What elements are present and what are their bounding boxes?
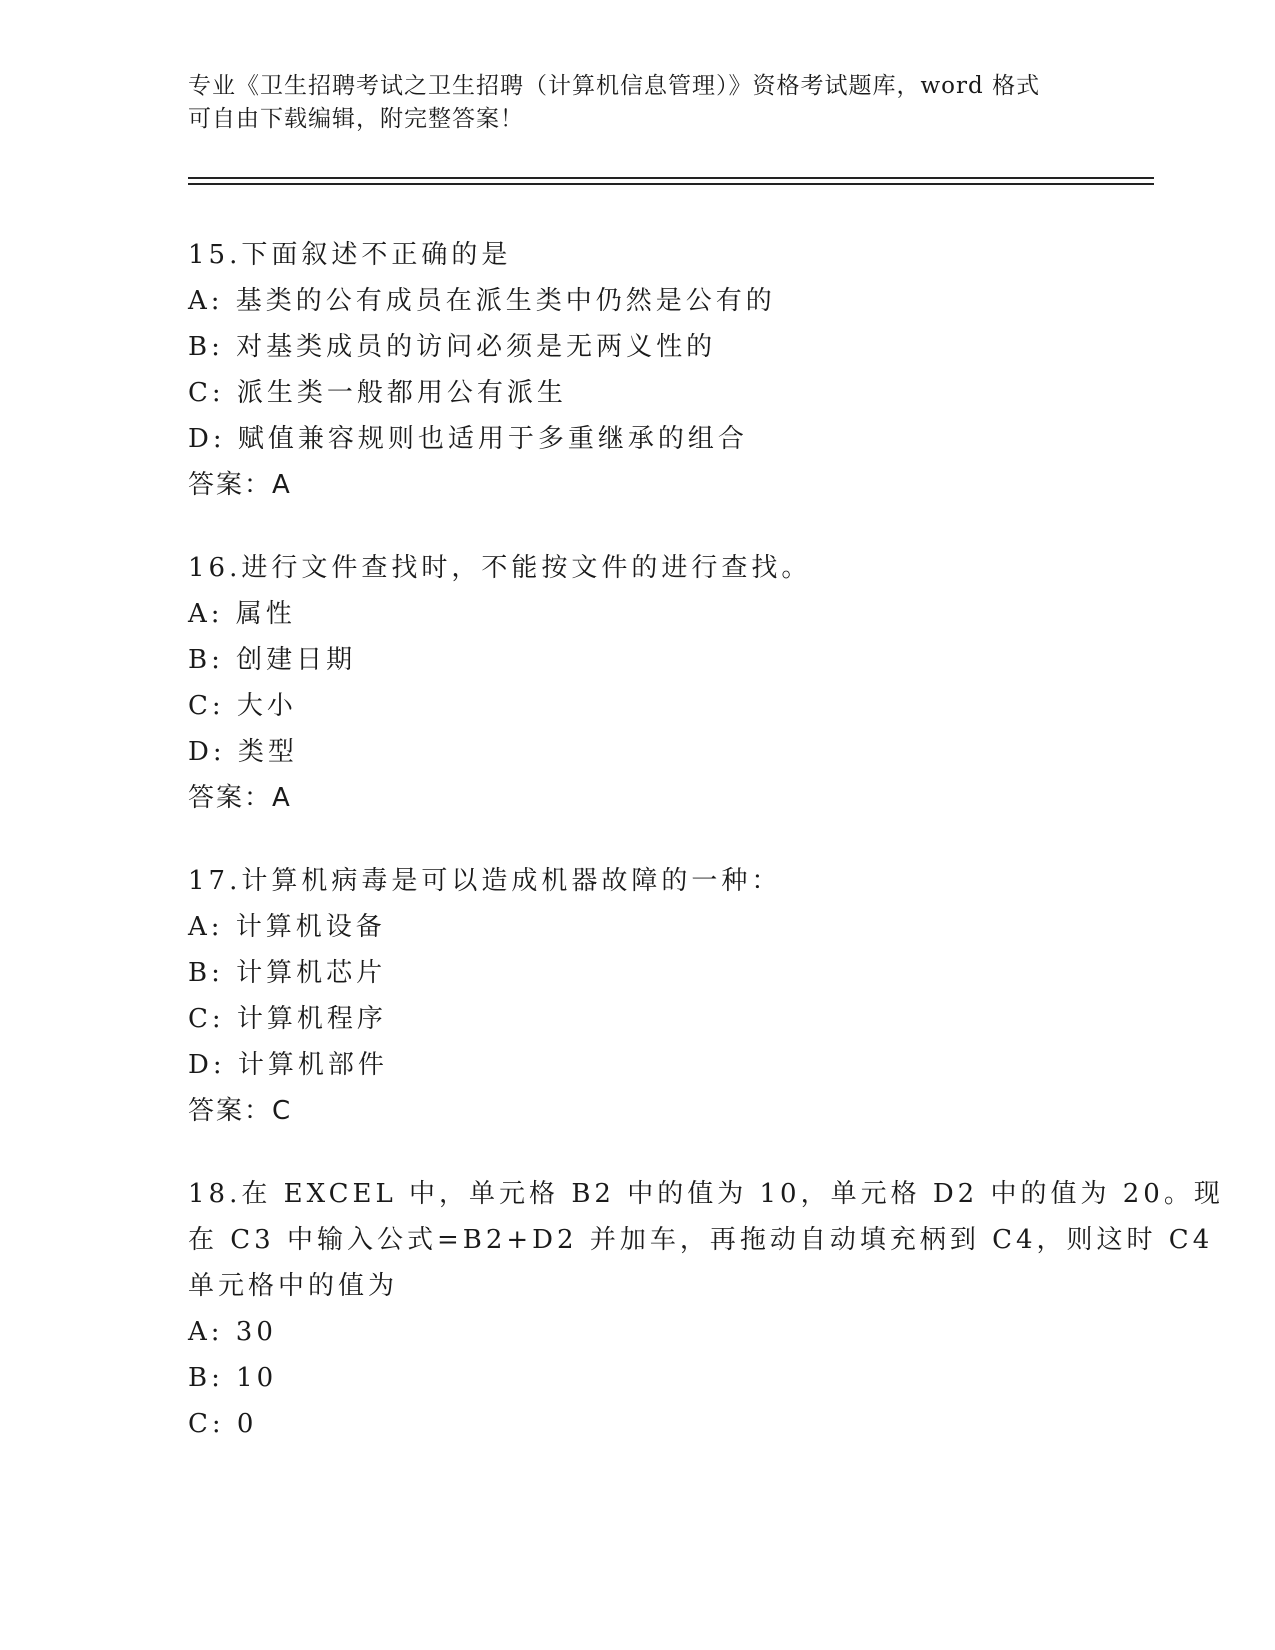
question-stem: 15.下面叙述不正确的是 (188, 240, 512, 270)
option-c: C: 大小 (188, 691, 297, 721)
option-d: D: 类型 (188, 737, 298, 767)
option-c: C: 计算机程序 (188, 1004, 387, 1034)
question-18 (188, 1171, 1224, 1447)
answer: 答案：A (188, 783, 292, 813)
option-a: A: 基类的公有成员在派生类中仍然是公有的 (188, 286, 776, 316)
option-c: C: 派生类一般都用公有派生 (188, 378, 567, 408)
option-d: D: 赋值兼容规则也适用于多重继承的组合 (188, 424, 748, 454)
question-stem: 17.计算机病毒是可以造成机器故障的一种： (188, 866, 782, 896)
question-16 (188, 545, 1068, 821)
option-b: B: 对基类成员的访问必须是无两义性的 (188, 332, 717, 362)
answer: 答案：C (188, 1096, 293, 1126)
question-15 (188, 232, 1068, 508)
option-a: A: 30 (188, 1317, 277, 1347)
question-stem-line-2: 在 C3 中输入公式=B2+D2 并加车，再拖动自动填充柄到 C4，则这时 C4 (188, 1225, 1214, 1255)
header-divider-top (188, 177, 1154, 179)
option-b: B: 10 (188, 1363, 278, 1393)
document-header (188, 70, 1068, 136)
option-b: B: 计算机芯片 (188, 958, 387, 988)
option-a: A: 属性 (188, 599, 296, 629)
header-intro-line-2: 可自由下载编辑，附完整答案！ (188, 106, 524, 132)
header-divider-bottom (188, 183, 1154, 185)
option-a: A: 计算机设备 (188, 912, 386, 942)
header-intro-line-1: 专业《卫生招聘考试之卫生招聘（计算机信息管理）》资格考试题库，word 格式 (188, 73, 1041, 99)
option-b: B: 创建日期 (188, 645, 357, 675)
question-stem: 16.进行文件查找时，不能按文件的进行查找。 (188, 553, 812, 583)
option-c: C: 0 (188, 1409, 258, 1439)
question-list (188, 232, 1224, 1484)
answer: 答案：A (188, 470, 292, 500)
question-17 (188, 858, 1068, 1134)
option-d: D: 计算机部件 (188, 1050, 388, 1080)
question-stem-line-1: 18.在 EXCEL 中，单元格 B2 中的值为 10，单元格 D2 中的值为 20。现 (188, 1179, 1224, 1209)
question-stem-line-3: 单元格中的值为 (188, 1271, 399, 1301)
